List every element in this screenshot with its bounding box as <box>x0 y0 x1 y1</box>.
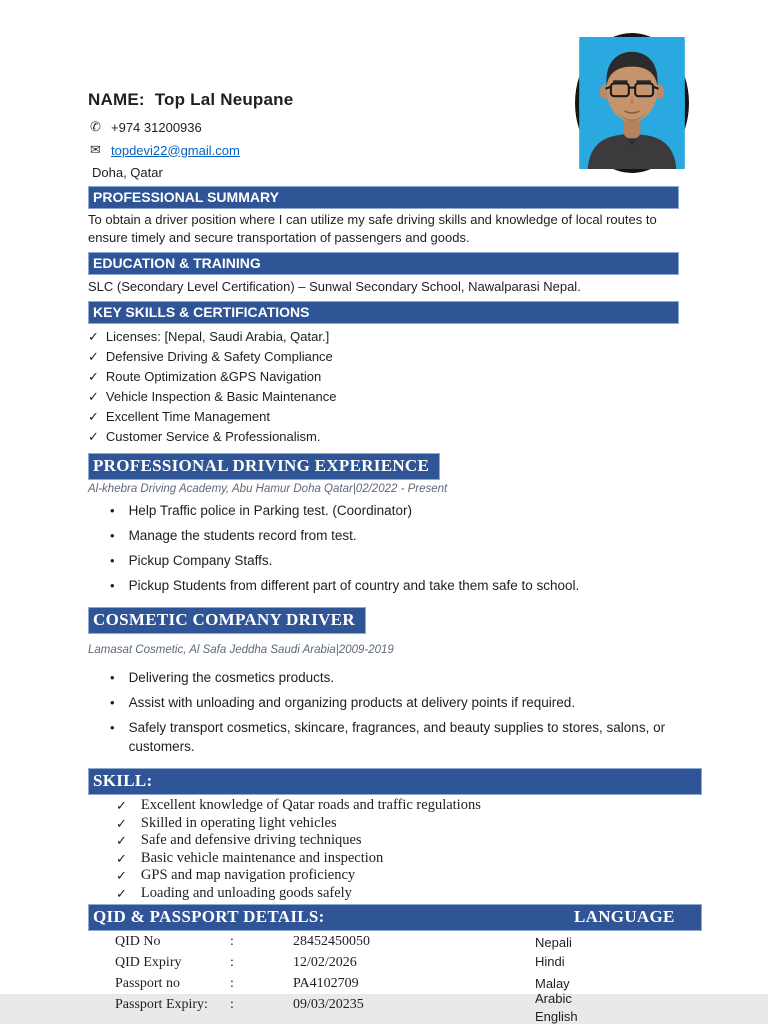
list-item <box>88 347 702 367</box>
detail-separator: : <box>230 997 234 1012</box>
check-icon: ✓ <box>116 850 127 866</box>
list-item <box>88 551 702 570</box>
detail-separator: : <box>230 934 234 949</box>
check-icon: ✓ <box>88 389 99 404</box>
experience1-bullets <box>88 501 702 595</box>
list-item <box>88 693 702 712</box>
list-item: Hindi <box>535 954 565 969</box>
key-skill-text: Vehicle Inspection & Basic Maintenance <box>105 389 337 404</box>
qid-rows <box>88 934 535 1024</box>
section-header-education-training: EDUCATION & TRAINING <box>88 252 679 275</box>
bullet-icon: • <box>110 578 115 593</box>
check-icon: ✓ <box>116 885 127 901</box>
check-icon: ✓ <box>88 329 99 344</box>
candidate-name <box>88 90 702 110</box>
list-item <box>88 797 702 815</box>
list-item: Arabic <box>535 991 572 1006</box>
bullet-text: Help Traffic police in Parking test. (Coordinator) <box>128 503 412 518</box>
check-icon: ✓ <box>116 798 127 813</box>
skill-text: Basic vehicle maintenance and inspection <box>140 849 384 866</box>
bullet-icon: • <box>110 503 115 518</box>
experience2-bullets <box>88 668 702 756</box>
skill-text: GPS and map navigation proficiency <box>140 867 356 883</box>
email-icon: ✉ <box>90 142 101 157</box>
key-skill-text: Defensive Driving & Safety Compliance <box>105 349 333 364</box>
experience1-subtitle: Al-khebra Driving Academy, Abu Hamur Doha Qatar|02/2022 - Present <box>88 483 448 495</box>
skill-text: Skilled in operating light vehicles <box>140 814 337 831</box>
bullet-icon: • <box>110 670 115 685</box>
email-link[interactable]: topdevi22@gmail.com <box>111 142 240 158</box>
section-header-cosmetic-driver: COSMETIC COMPANY DRIVER <box>88 607 366 634</box>
list-item <box>88 526 702 545</box>
detail-label: QID Expiry <box>115 955 182 970</box>
bullet-text: Delivering the cosmetics products. <box>128 670 335 685</box>
skill-text: Loading and unloading goods safely <box>140 884 352 901</box>
key-skills-list <box>88 327 702 447</box>
skill-text: Excellent knowledge of Qatar roads and traffic regulations <box>140 797 481 813</box>
list-item <box>88 407 702 427</box>
table-row <box>115 976 535 991</box>
phone-line <box>88 119 702 135</box>
detail-value: PA4102709 <box>293 976 359 991</box>
section-header-driving-experience: PROFESSIONAL DRIVING EXPERIENCE <box>88 453 440 480</box>
list-item <box>88 427 702 447</box>
detail-separator: : <box>230 976 234 991</box>
list-item <box>88 850 702 868</box>
list-item <box>88 668 702 687</box>
details-area <box>88 934 702 1024</box>
detail-value: 09/03/20235 <box>293 997 364 1012</box>
table-row <box>115 955 535 970</box>
key-skill-text: Route Optimization &GPS Navigation <box>105 369 322 384</box>
check-icon: ✓ <box>88 409 99 424</box>
detail-value: 28452450050 <box>293 934 370 949</box>
bullet-text: Assist with unloading and organizing products at delivery points if required. <box>128 695 576 710</box>
list-item: Malay <box>535 976 570 991</box>
email-line <box>88 142 702 158</box>
summary-text: To obtain a driver position where I can utilize my safe driving skills and knowledge of local routes to ensure timely and secure transportation of passengers and goods. <box>88 212 657 245</box>
bullet-text: Safely transport cosmetics, skincare, fragrances, and beauty supplies to stores, salons, or customers. <box>128 720 666 754</box>
bullet-text: Pickup Company Staffs. <box>128 553 273 568</box>
detail-label: Passport Expiry: <box>115 997 208 1012</box>
qid-details-title: QID & PASSPORT DETAILS: <box>93 907 325 926</box>
bullet-icon: • <box>110 695 115 710</box>
language-list <box>535 934 578 1024</box>
language-title: LANGUAGE <box>574 907 675 926</box>
key-skill-text: Customer Service & Professionalism. <box>105 429 321 444</box>
check-icon: ✓ <box>116 868 127 883</box>
bullet-icon: • <box>110 528 115 543</box>
check-icon: ✓ <box>88 349 99 364</box>
bullet-icon: • <box>110 553 115 568</box>
list-item <box>88 832 702 850</box>
education-text: SLC (Secondary Level Certification) – Sunwal Secondary School, Nawalparasi Nepal. <box>88 279 581 294</box>
list-item <box>88 867 702 885</box>
skill-list <box>88 797 702 902</box>
name-label: NAME: <box>88 90 145 109</box>
list-item <box>88 576 702 595</box>
detail-separator: : <box>230 955 234 970</box>
phone-icon: ✆ <box>90 119 101 134</box>
list-item <box>88 387 702 407</box>
list-item <box>88 501 702 520</box>
list-item <box>88 367 702 387</box>
section-header-skill: SKILL: <box>88 768 702 795</box>
detail-label: QID No <box>115 934 161 949</box>
check-icon: ✓ <box>88 369 99 384</box>
phone-number: +974 31200936 <box>111 119 202 135</box>
check-icon: ✓ <box>116 815 127 831</box>
table-row <box>115 997 535 1012</box>
key-skill-text: Licenses: [Nepal, Saudi Arabia, Qatar.] <box>105 329 330 344</box>
list-item <box>88 885 702 903</box>
check-icon: ✓ <box>88 429 99 444</box>
experience2-subtitle: Lamasat Cosmetic, Al Safa Jeddha Saudi Arabia|2009-2019 <box>88 644 394 656</box>
list-item: English <box>535 1009 578 1024</box>
detail-value: 12/02/2026 <box>293 955 357 970</box>
bullet-icon: • <box>110 720 115 735</box>
table-row <box>115 934 535 949</box>
detail-label: Passport no <box>115 976 180 991</box>
skill-text: Safe and defensive driving techniques <box>140 832 362 848</box>
section-header-professional-summary: PROFESSIONAL SUMMARY <box>88 186 679 209</box>
list-item <box>88 815 702 833</box>
name-value: Top Lal Neupane <box>154 90 294 109</box>
key-skill-text: Excellent Time Management <box>105 409 270 424</box>
list-item <box>88 327 702 347</box>
location-text: Doha, Qatar <box>92 165 163 180</box>
bullet-text: Manage the students record from test. <box>128 528 357 543</box>
bullet-text: Pickup Students from different part of country and take them safe to school. <box>128 578 580 593</box>
section-header-qid-passport <box>88 904 702 931</box>
section-header-key-skills: KEY SKILLS & CERTIFICATIONS <box>88 301 679 324</box>
list-item: Nepali <box>535 935 572 950</box>
check-icon: ✓ <box>116 833 127 848</box>
list-item <box>88 718 702 756</box>
